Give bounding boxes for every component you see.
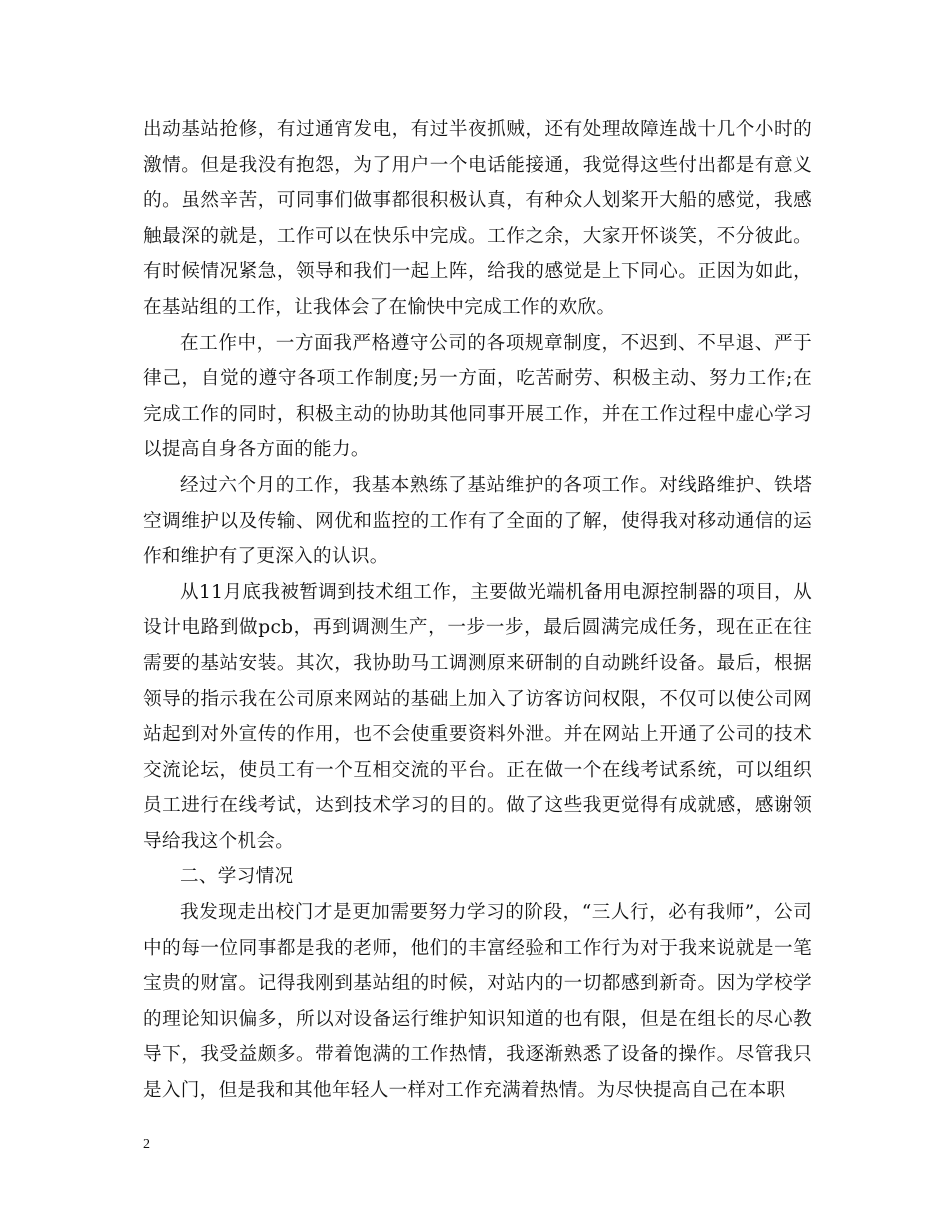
paragraph: 我发现走出校门才是更加需要努力学习的阶段，“三人行，必有我师”，公司中的每一位同事都是我的老师，他们的丰富经验和工作行为对于我来说就是一笔宝贵的财富。记得我刚到基站组的时候，对站内的一切都感到新奇。因为学校学的理论知识偏多，所以对设备运行维护知识知道的也有限，但是在组长的尽心教导下，我受益颇多。带着饱满的工作热情，我逐渐熟悉了设备的操作。尽管我只是入门，但是我和其他年轻人一样对工作充满着热情。为尽快提高自己在本职 [143, 902, 812, 1102]
paragraph: 出动基站抢修，有过通宵发电，有过半夜抓贼，还有处理故障连战十几个小时的激情。但是我没有抱怨，为了用户一个电话能接通，我觉得这些付出都是有意义的。虽然辛苦，可同事们做事都很积极认真，有种众人划桨开大船的感觉，我感触最深的就是，工作可以在快乐中完成。工作之余，大家开怀谈笑，不分彼此。有时候情况紧急，领导和我们一起上阵，给我的感觉是上下同心。正因为如此，在基站组的工作，让我体会了在愉快中完成工作的欢欣。 [143, 119, 812, 318]
document-body [143, 112, 812, 1109]
paragraph: 从11月底我被暂调到技术组工作，主要做光端机备用电源控制器的项目，从设计电路到做pcb，再到调测生产，一步一步，最后圆满完成任务，现在正在往需要的基站安装。其次，我协助马工调测原来研制的自动跳纤设备。最后，根据领导的指示我在公司原来网站的基础上加入了访客访问权限，不仅可以使公司网站起到对外宣传的作用，也不会使重要资料外泄。并在网站上开通了公司的技术交流论坛，使员工有一个互相交流的平台。正在做一个在线考试系统，可以组织员工进行在线考试，达到技术学习的目的。做了这些我更觉得有成就感，感谢领导给我这个机会。 [143, 581, 812, 852]
paragraph: 经过六个月的工作，我基本熟练了基站维护的各项工作。对线路维护、铁塔空调维护以及传输、网优和监控的工作有了全面的了解，使得我对移动通信的运作和维护有了更深入的认识。 [143, 474, 812, 568]
section-heading: 二、学习情况 [180, 866, 294, 888]
page-number: 2 [143, 1137, 150, 1152]
paragraph: 在工作中，一方面我严格遵守公司的各项规章制度，不迟到、不早退、严于律己，自觉的遵守各项工作制度;另一方面，吃苦耐劳、积极主动、努力工作;在完成工作的同时，积极主动的协助其他同事开展工作，并在工作过程中虚心学习以提高自身各方面的能力。 [143, 332, 812, 461]
